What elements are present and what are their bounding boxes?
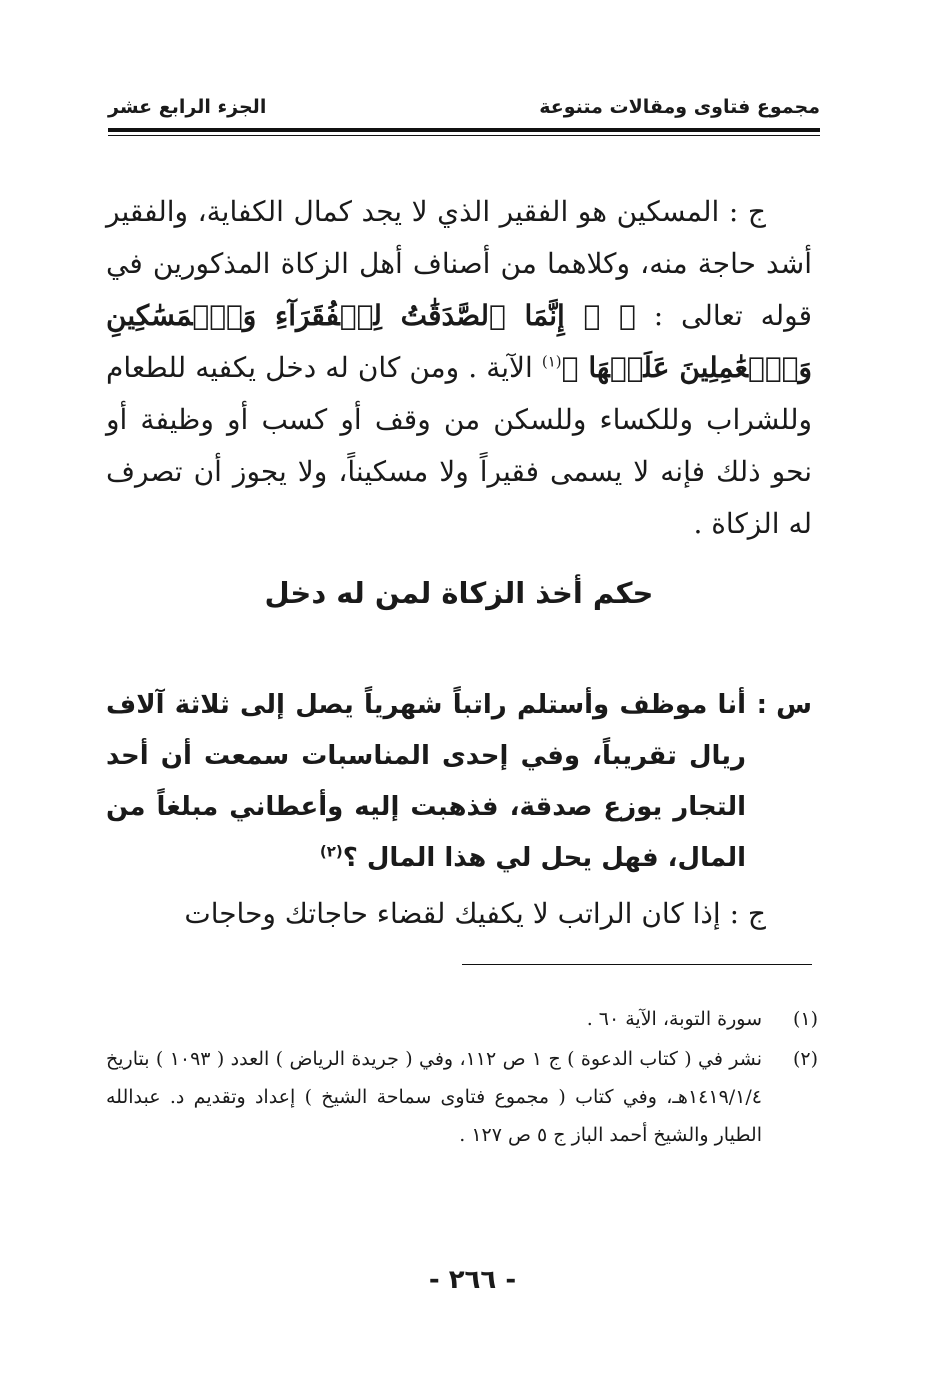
quran-verse: ﴿ ۞ إِنَّمَا ٱلصَّدَقَٰتُ لِلۡفُقَرَآءِ وَٱلۡمَسَٰكِينِ وَٱلۡعَٰمِلِينَ عَلَيۡهَا ﴾: [106, 299, 812, 384]
footnote-ref-1: (١): [541, 352, 562, 371]
section-heading: حكم أخذ الزكاة لمن له دخل: [264, 576, 654, 610]
footnote-text: سورة التوبة، الآية ٦٠ .: [586, 1008, 762, 1030]
answer-paragraph-1: [106, 186, 812, 550]
footnote-separator: [462, 964, 812, 965]
footnotes: [106, 1000, 818, 1154]
page-number: - ٢٦٦ -: [428, 1265, 517, 1295]
question-paragraph: [106, 680, 746, 884]
book-title: مجموع فتاوى ومقالات متنوعة: [539, 96, 820, 118]
answer-text-2: إذا كان الراتب لا يكفيك لقضاء حاجاتك وحاجات: [184, 897, 721, 930]
footnote-number: (٢): [792, 1048, 818, 1070]
footnote-2: [106, 1040, 818, 1154]
answer-prefix-2: ج :: [729, 897, 766, 930]
header-rule-thin: [108, 135, 820, 136]
answer-paragraph-2: [106, 888, 812, 940]
answer-text-after-verse: الآية . ومن كان له دخل يكفيه للطعام وللشراب وللكساء وللسكن من وقف أو كسب أو وظيفة أو نحو ذلك فإنه لا يسمى فقيراً ولا مسكيناً، ولا يجوز أن تصرف له الزكاة .: [106, 351, 812, 540]
footnote-text: نشر في ( كتاب الدعوة ) ج ١ ص ١١٢، وفي ( جريدة الرياض ) العدد ( ١٠٩٣ ) بتاريخ ١٤١٩/١/٤هـ، وفي كتاب ( مجموع فتاوى سماحة الشيخ ) إعداد وتقديم د. عبدالله الطيار والشيخ أحمد الباز ج ٥ ص ١٢٧ .: [106, 1048, 763, 1146]
footnote-number: (١): [792, 1008, 818, 1030]
header-rule-thick: [108, 128, 820, 132]
footnote-1: [106, 1000, 818, 1038]
footnote-ref-2: (٢): [319, 842, 343, 861]
question-prefix: س :: [756, 690, 812, 720]
answer-text-before-verse: المسكين هو الفقير الذي لا يجد كمال الكفاية، والفقير أشد حاجة منه، وكلاهما من أصناف أهل الزكاة المذكورين في قوله تعالى :: [106, 195, 812, 332]
question-text: أنا موظف وأستلم راتباً شهرياً يصل إلى ثلاثة آلاف ريال تقريباً، وفي إحدى المناسبات سمعت أن أحد التجار يوزع صدقة، فذهبت إليه وأعطاني مبلغاً من المال، فهل يحل لي هذا المال ؟: [106, 690, 746, 873]
volume-label: الجزء الرابع عشر: [108, 96, 267, 118]
running-header: [108, 92, 820, 128]
answer-prefix: ج :: [728, 195, 766, 228]
